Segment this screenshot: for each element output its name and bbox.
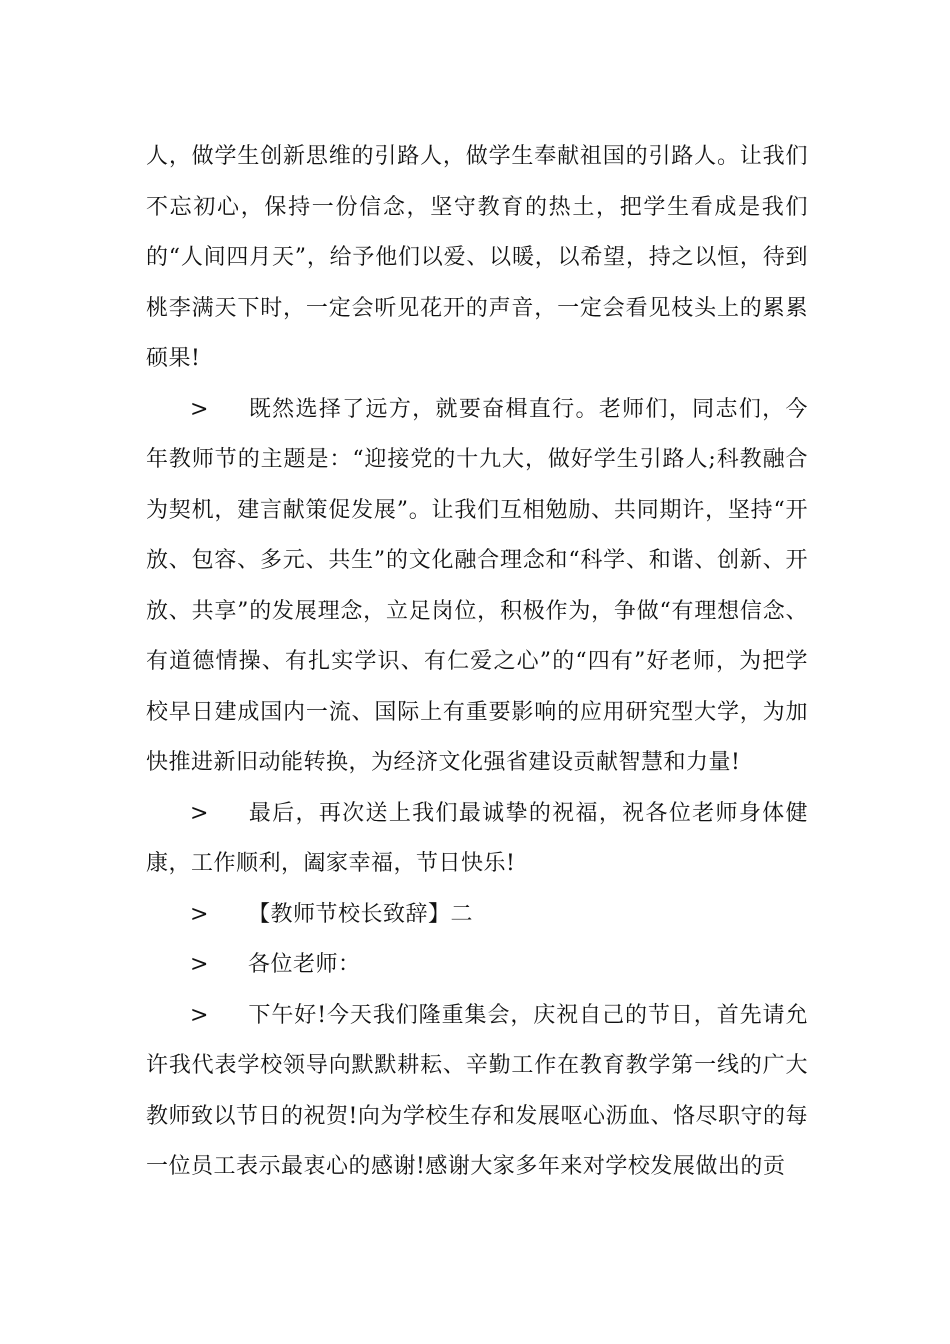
paragraph-text: 人，做学生创新思维的引路人，做学生奉献祖国的引路人。让我们不忘初心，保持一份信念，坚守教育的热土，把学生看成是我们的“人间四月天”，给予他们以爱、以暖，以希望，持之以恒，待到桃李满天下时，一定会听见花开的声音，一定会看见枝头上的累累硕果! <box>146 144 808 371</box>
bullet-marker: > <box>190 1002 209 1028</box>
bullet-marker: > <box>190 396 209 422</box>
paragraph-3 <box>146 789 808 890</box>
bullet-marker: > <box>190 952 209 977</box>
paragraph-text: 下午好!今天我们隆重集会，庆祝自己的节日，首先请允许我代表学校领导向默默耕耘、辛勤工作在教育教学第一线的广大教师致以节日的祝贺!向为学校生存和发展呕心沥血、恪尽职守的每一位员工表示最衷心的感谢!感谢大家多年来对学校发展做出的贡 <box>146 1002 808 1179</box>
paragraph-6 <box>146 991 808 1193</box>
section-heading: 【教师节校长致辞】二 <box>248 901 474 927</box>
paragraph-5 <box>146 940 808 991</box>
document-body <box>146 132 808 1193</box>
paragraph-4 <box>146 890 808 941</box>
bullet-marker: > <box>190 901 209 927</box>
paragraph-text: 最后，再次送上我们最诚挚的祝福，祝各位老师身体健康，工作顺利，阖家幸福，节日快乐! <box>146 800 808 876</box>
paragraph-1 <box>146 132 808 385</box>
bullet-marker: > <box>190 800 209 826</box>
paragraph-text: 既然选择了远方，就要奋楫直行。老师们，同志们，今年教师节的主题是：“迎接党的十九大，做好学生引路人;科教融合为契机，建言献策促发展”。让我们互相勉励、共同期许，坚持“开放、包容、多元、共生”的文化融合理念和“科学、和谐、创新、开放、共享”的发展理念，立足岗位，积极作为，争做“有理想信念、有道德情操、有扎实学识、有仁爱之心”的“四有”好老师，为把学校早日建成国内一流、国际上有重要影响的应用研究型大学，为加快推进新旧动能转换，为经济文化强省建设贡献智慧和力量! <box>146 396 808 775</box>
salutation: 各位老师： <box>248 952 361 977</box>
paragraph-2 <box>146 385 808 789</box>
